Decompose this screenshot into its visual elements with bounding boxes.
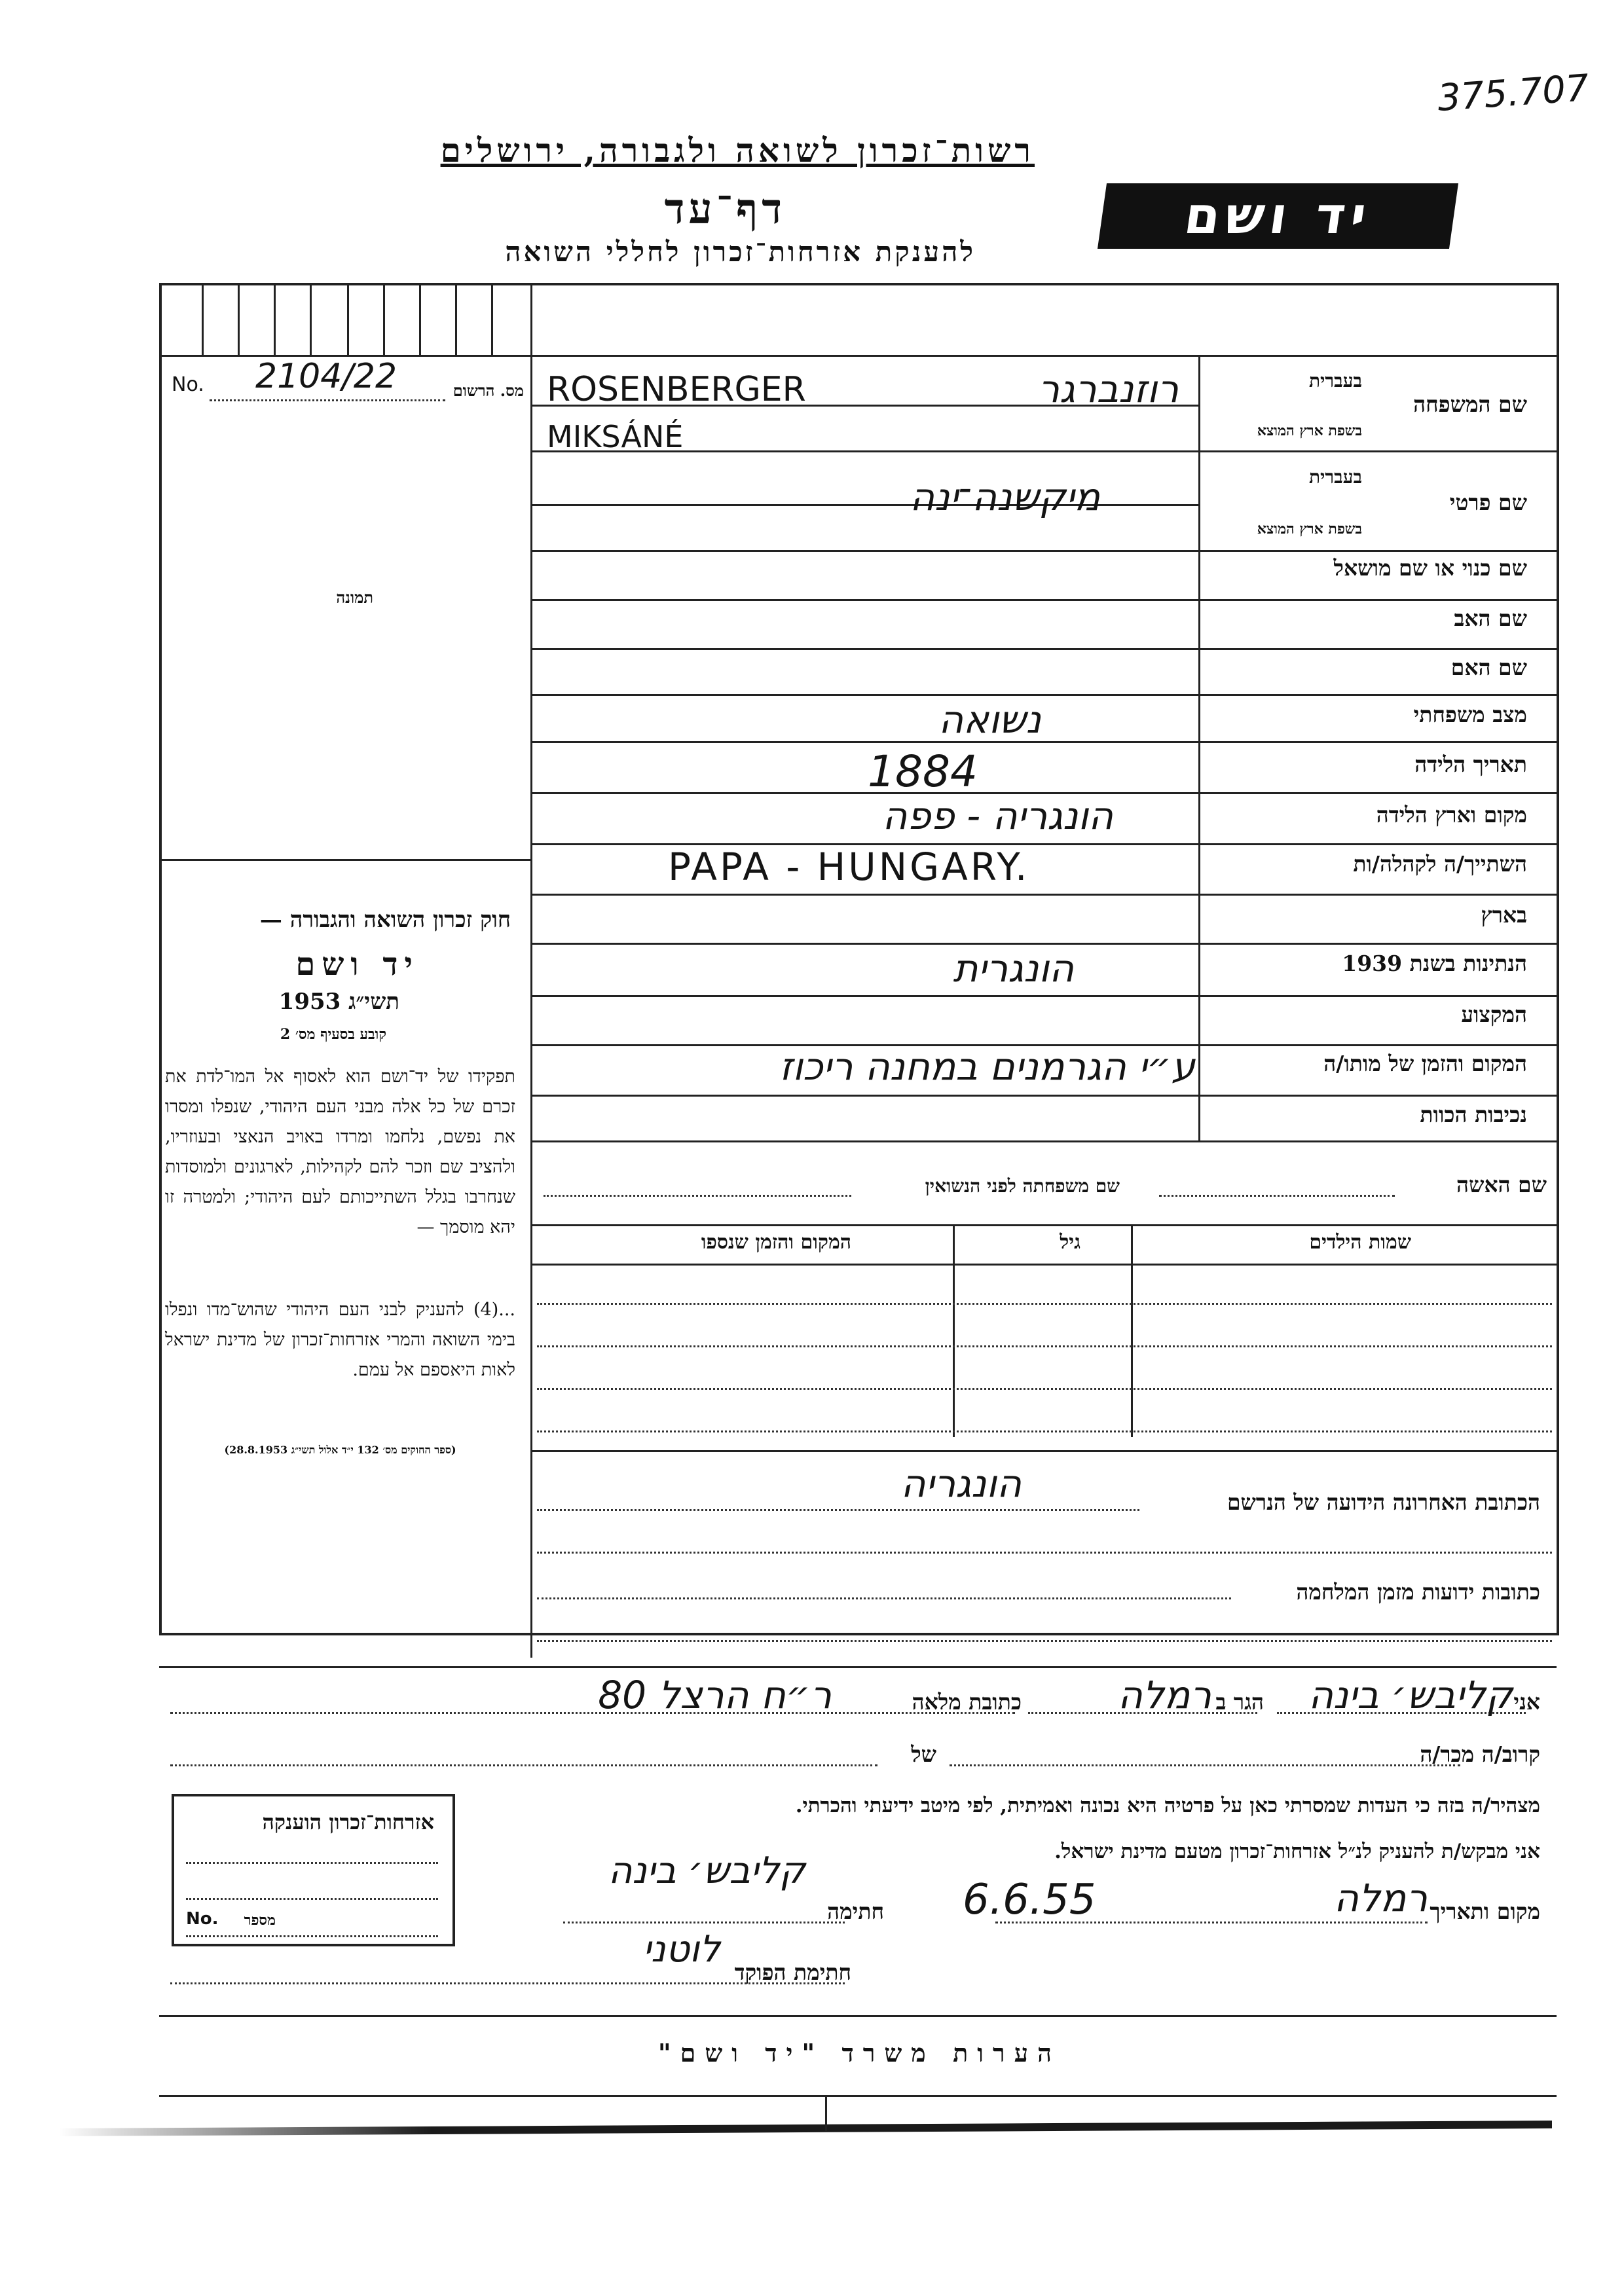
law-title: חוק זכרון השואה והגבורה — <box>259 907 511 933</box>
declaration-statement-1: מצהיר/ה בזה כי העדות שמסרתי כאן על פרטיה היא נכונה ואמיתית, לפי מיטב ידיעתי והכרתי. <box>795 1794 1540 1817</box>
officer-signature: לוטני <box>642 1928 720 1971</box>
declaration-date: 6.6.55 <box>963 1876 1096 1924</box>
declarant-resides-label: הגר ב <box>1215 1689 1264 1715</box>
first-name-label: שם פרטי <box>1449 490 1527 515</box>
father-name-label: שם האב <box>1454 606 1527 631</box>
form-title: דף־עד <box>664 185 786 234</box>
law-paragraph-1: תפקידו של יד־ושם הוא לאסוף אל המו־לדת את זכרם של כל אלה מבני העם היהודי, שנפלו ומסרו את נפשם, נלחמו ומרדו באויב הנאצי ובעוזריו, ולהציב שם וזכר להם לקהילות, לארגונים ולמוסדות שנחרבו בגלל השתייכותם לעם היהודי; ולמטרה זו יהא מוסמך — <box>165 1066 515 1237</box>
law-name: יד ושם <box>295 946 419 983</box>
family-name-label: שם המשפחה <box>1413 392 1527 417</box>
wife-name-label: שם האשה <box>1456 1172 1547 1197</box>
family-name-sub-origin: בשפת ארץ המוצא <box>1257 422 1362 439</box>
authority-header: רשות־זכרון לשואה ולגבורה, ירושלים <box>440 131 1035 170</box>
law-section: קובע בסעיף מס׳ 2 <box>280 1026 386 1043</box>
declarant-city: רמלה <box>1118 1673 1211 1717</box>
wife-maiden-name-label: שם משפחתה לפני הנשואין <box>925 1175 1120 1197</box>
archive-number: 375.707 <box>1436 67 1591 120</box>
first-name-sub-origin: בשפת ארץ המוצא <box>1257 520 1362 538</box>
death-place-time-label: המקום והזמן של מותו/ה <box>1323 1051 1527 1076</box>
occupation-forces-label: נכיבות הכוות <box>1420 1102 1527 1127</box>
birth-date-label: תאריך הלידה <box>1414 752 1527 777</box>
certificate-number-label: מספר <box>244 1912 276 1929</box>
nickname-label: שם כנוי או שם מושאל <box>1333 555 1527 581</box>
yad-vashem-logo <box>1098 183 1458 249</box>
citizenship-value: הונגרית <box>953 946 1074 991</box>
declarant-name: קליבש׳ בינה <box>1308 1673 1513 1717</box>
country-label: בארץ <box>1481 902 1527 928</box>
children-age-header: גיל <box>1060 1231 1080 1254</box>
children-death-header: המקום והזמן שנספו <box>701 1231 851 1254</box>
citizenship-1939-label: הנתינות בשנת 1939 <box>1342 951 1527 976</box>
officer-signature-label: חתימת הפוקד <box>734 1959 851 1985</box>
children-names-header: שמות הילדים <box>1309 1231 1411 1254</box>
community-value: PAPA - HUNGARY. <box>668 845 1030 889</box>
declarant-signature: קליבש׳ בינה <box>608 1850 805 1892</box>
logo-text: יד ושם <box>1181 187 1375 246</box>
last-address-value: הונגריה <box>900 1461 1022 1506</box>
birth-place-value: הונגריה - פפה <box>882 793 1113 838</box>
declaration-statement-2: אני מבקש/ת להעניק לנ״ל אזרחות־זכרון מטעם מדינת ישראל. <box>1054 1840 1540 1863</box>
birth-place-label: מקום וארץ הלידה <box>1376 802 1527 828</box>
community-label: השתייך/ה לקהלה/ות <box>1353 851 1527 877</box>
law-year: תשי״ג 1953 <box>278 989 399 1015</box>
war-addresses-label: כתובות ידועות מזמן המלחמה <box>1296 1579 1540 1605</box>
family-name-sub-hebrew: בעברית <box>1308 370 1362 392</box>
footer-skew-line <box>59 2121 1552 2136</box>
declaration-place: רמלה <box>1334 1876 1428 1920</box>
relative-of-label: של <box>911 1741 936 1767</box>
signature-label: חתימה <box>827 1899 884 1924</box>
law-paragraph-2: ...(4) להעניק לבני העם היהודי שהוש־מדו ונפלו בימי השואה והמרי אזרחות־זכרון של מדינת ישראל לאות היאספם אל עמם. <box>165 1300 515 1380</box>
last-address-label: הכתובת האחרונה הידועה של הנרשם <box>1227 1489 1540 1515</box>
certificate-no-prefix: No. <box>186 1909 219 1929</box>
declarant-full-address-label: כתובת מלאה <box>912 1689 1022 1715</box>
mother-name-label: שם האם <box>1450 655 1527 680</box>
first-name-latin: MIKSÁNÉ <box>547 419 684 454</box>
profession-label: המקצוע <box>1461 1002 1527 1027</box>
family-name-hebrew: רוזנברגר <box>1038 367 1179 411</box>
footer-office-notes: הערות משרד "יד ושם" <box>657 2038 1061 2068</box>
first-name-hebrew: מיקשנה־ינה <box>910 475 1100 519</box>
law-footnote: (ספר החוקים מס׳ 132 י״ד אלול תשי״ג 28.8.1953) <box>224 1444 456 1456</box>
registration-no-prefix: No. <box>172 373 204 396</box>
death-place-time-value: ע״י הגרמנים במחנה ריכוז <box>779 1044 1195 1089</box>
form-subtitle: להענקת אזרחות־זכרון לחללי השואה <box>505 236 976 268</box>
birth-date-value: 1884 <box>868 746 978 797</box>
relative-label: קרוב/ה מכר/ה <box>1420 1741 1540 1767</box>
declarant-i-label: אני <box>1513 1689 1540 1715</box>
declarant-address: ר״ח הרצל 80 <box>598 1673 832 1717</box>
first-name-sub-hebrew: בעברית <box>1308 466 1362 488</box>
certificate-title: אזרחות־זכרון הוענקה <box>262 1810 434 1834</box>
marital-status-label: מצב משפחתי <box>1413 702 1527 727</box>
registration-number: 2104/22 <box>255 357 397 396</box>
photo-label: תמונה <box>336 588 373 607</box>
marital-status-value: נשואה <box>938 697 1041 742</box>
certificate-box <box>172 1794 455 1946</box>
family-name-latin: ROSENBERGER <box>547 370 806 409</box>
registration-label: מס. הרשום <box>452 381 524 400</box>
place-date-label: מקום ותאריך <box>1430 1899 1540 1924</box>
